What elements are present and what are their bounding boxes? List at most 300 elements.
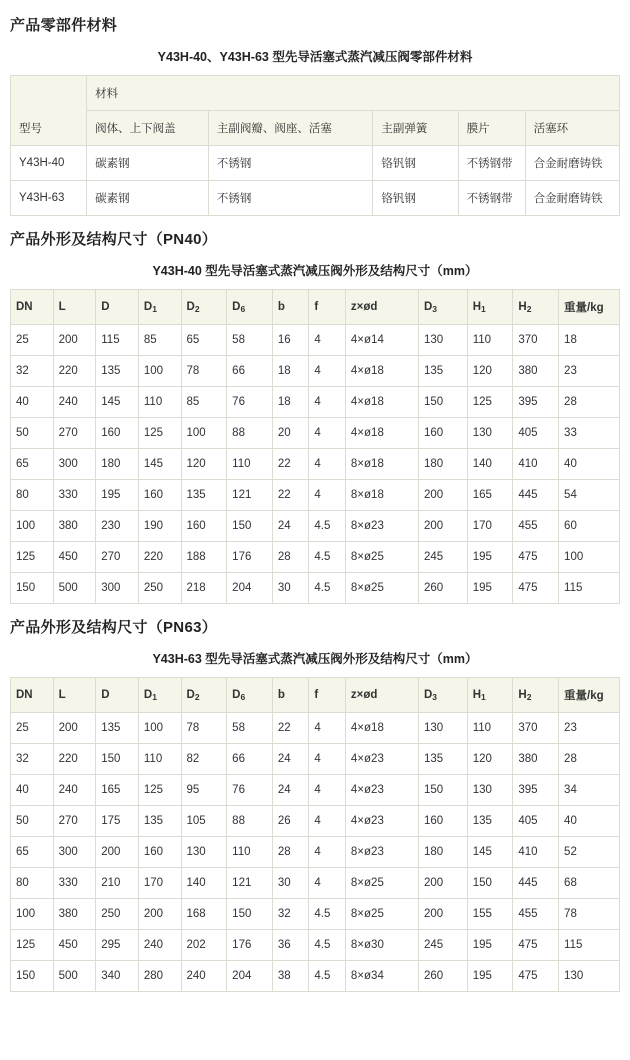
cell-h2: 475 — [513, 930, 559, 961]
cell-d2: 82 — [181, 744, 227, 775]
cell-dn: 32 — [11, 356, 54, 387]
cell-dn: 65 — [11, 837, 54, 868]
table-row — [11, 418, 620, 449]
cell-d2: 100 — [181, 418, 227, 449]
cell-f: 4 — [309, 356, 346, 387]
cell-l: 500 — [53, 961, 96, 992]
cell-dn: 100 — [11, 899, 54, 930]
cell-h2: 405 — [513, 806, 559, 837]
cell-d: 135 — [96, 713, 139, 744]
header-d: D — [96, 678, 139, 713]
cell-f: 4 — [309, 806, 346, 837]
table-row — [11, 511, 620, 542]
cell-d1: 190 — [138, 511, 181, 542]
cell-f: 4.5 — [309, 961, 346, 992]
cell-d1: 160 — [138, 480, 181, 511]
cell-d3: 180 — [418, 449, 467, 480]
cell-dn: 32 — [11, 744, 54, 775]
cell-h1: 140 — [467, 449, 513, 480]
cell-d1: 280 — [138, 961, 181, 992]
cell-d: 250 — [96, 899, 139, 930]
cell-material-3: 不锈钢带 — [458, 146, 525, 181]
cell-dn: 50 — [11, 806, 54, 837]
cell-d2: 160 — [181, 511, 227, 542]
cell-material-0: 碳素钢 — [87, 181, 209, 216]
header-l: L — [53, 678, 96, 713]
cell-d1: 200 — [138, 899, 181, 930]
cell-weight: 52 — [559, 837, 620, 868]
cell-b: 22 — [272, 480, 309, 511]
table-row — [11, 480, 620, 511]
cell-weight: 33 — [559, 418, 620, 449]
cell-f: 4 — [309, 868, 346, 899]
cell-d6: 204 — [227, 573, 273, 604]
cell-b: 28 — [272, 542, 309, 573]
cell-l: 270 — [53, 806, 96, 837]
cell-b: 30 — [272, 868, 309, 899]
cell-b: 24 — [272, 775, 309, 806]
table-header-row-sub — [11, 111, 620, 146]
cell-l: 220 — [53, 744, 96, 775]
cell-d3: 180 — [418, 837, 467, 868]
table-header-row — [11, 290, 620, 325]
cell-l: 330 — [53, 868, 96, 899]
cell-d2: 105 — [181, 806, 227, 837]
cell-d3: 245 — [418, 930, 467, 961]
header-dn: DN — [11, 678, 54, 713]
cell-b: 22 — [272, 713, 309, 744]
cell-f: 4.5 — [309, 930, 346, 961]
cell-d6: 121 — [227, 868, 273, 899]
cell-l: 500 — [53, 573, 96, 604]
header-f: f — [309, 290, 346, 325]
cell-f: 4 — [309, 387, 346, 418]
cell-l: 220 — [53, 356, 96, 387]
cell-material-3: 不锈钢带 — [458, 181, 525, 216]
cell-b: 18 — [272, 356, 309, 387]
table-row — [11, 573, 620, 604]
cell-d1: 125 — [138, 418, 181, 449]
cell-d6: 76 — [227, 775, 273, 806]
cell-l: 450 — [53, 930, 96, 961]
cell-d6: 76 — [227, 387, 273, 418]
cell-dn: 80 — [11, 480, 54, 511]
cell-h2: 445 — [513, 868, 559, 899]
cell-dn: 150 — [11, 961, 54, 992]
cell-b: 38 — [272, 961, 309, 992]
cell-h1: 120 — [467, 356, 513, 387]
header-d1: $D_1$ — [138, 290, 181, 325]
cell-weight: 115 — [559, 573, 620, 604]
cell-b: 36 — [272, 930, 309, 961]
cell-f: 4 — [309, 449, 346, 480]
header-zxd: z×ød — [345, 678, 418, 713]
cell-dn: 100 — [11, 511, 54, 542]
cell-d6: 58 — [227, 325, 273, 356]
cell-f: 4 — [309, 713, 346, 744]
header-sub-1: 主副阀瓣、阀座、活塞 — [208, 111, 372, 146]
header-h2: $H_2$ — [513, 678, 559, 713]
header-d6: $D_6$ — [227, 678, 273, 713]
cell-b: 22 — [272, 449, 309, 480]
cell-h1: 155 — [467, 899, 513, 930]
cell-b: 28 — [272, 837, 309, 868]
cell-weight: 28 — [559, 744, 620, 775]
cell-l: 450 — [53, 542, 96, 573]
table-row — [11, 930, 620, 961]
table-row — [11, 775, 620, 806]
cell-d1: 110 — [138, 744, 181, 775]
header-b: b — [272, 290, 309, 325]
cell-zxd: 8×ø25 — [345, 899, 418, 930]
cell-d3: 150 — [418, 775, 467, 806]
cell-zxd: 4×ø18 — [345, 713, 418, 744]
section-title-pn40: 产品外形及结构尺寸（PN40） — [10, 231, 218, 248]
cell-b: 16 — [272, 325, 309, 356]
dimensions-body-pn40 — [11, 325, 620, 604]
header-d2: $D_2$ — [181, 678, 227, 713]
cell-d2: 140 — [181, 868, 227, 899]
cell-d1: 220 — [138, 542, 181, 573]
cell-f: 4 — [309, 418, 346, 449]
cell-l: 380 — [53, 511, 96, 542]
header-h1: $H_1$ — [467, 290, 513, 325]
cell-d1: 160 — [138, 837, 181, 868]
section-title-pn63: 产品外形及结构尺寸（PN63） — [10, 619, 218, 636]
cell-d3: 135 — [418, 744, 467, 775]
cell-material-1: 不锈钢 — [208, 181, 372, 216]
cell-l: 240 — [53, 775, 96, 806]
cell-d3: 160 — [418, 806, 467, 837]
cell-h1: 110 — [467, 713, 513, 744]
cell-d6: 150 — [227, 899, 273, 930]
cell-weight: 28 — [559, 387, 620, 418]
cell-model: Y43H-63 — [11, 181, 87, 216]
cell-dn: 25 — [11, 713, 54, 744]
cell-d6: 88 — [227, 806, 273, 837]
cell-d2: 240 — [181, 961, 227, 992]
cell-dn: 50 — [11, 418, 54, 449]
cell-d6: 110 — [227, 449, 273, 480]
header-sub-3: 膜片 — [458, 111, 525, 146]
header-d1: $D_1$ — [138, 678, 181, 713]
cell-d: 175 — [96, 806, 139, 837]
cell-dn: 40 — [11, 387, 54, 418]
cell-d: 180 — [96, 449, 139, 480]
table-row — [11, 449, 620, 480]
table-row — [11, 868, 620, 899]
cell-weight: 130 — [559, 961, 620, 992]
dimensions-table-pn63 — [10, 677, 620, 992]
cell-h1: 150 — [467, 868, 513, 899]
cell-d3: 135 — [418, 356, 467, 387]
cell-d2: 78 — [181, 713, 227, 744]
header-b: b — [272, 678, 309, 713]
cell-d2: 120 — [181, 449, 227, 480]
cell-d6: 121 — [227, 480, 273, 511]
cell-material-4: 合金耐磨铸铁 — [525, 181, 619, 216]
cell-h2: 380 — [513, 744, 559, 775]
cell-h1: 135 — [467, 806, 513, 837]
cell-b: 24 — [272, 511, 309, 542]
cell-weight: 18 — [559, 325, 620, 356]
cell-d3: 260 — [418, 573, 467, 604]
cell-h1: 125 — [467, 387, 513, 418]
cell-d2: 85 — [181, 387, 227, 418]
cell-h2: 475 — [513, 961, 559, 992]
cell-zxd: 8×ø34 — [345, 961, 418, 992]
section-title-materials: 产品零部件材料 — [10, 17, 118, 34]
cell-f: 4 — [309, 837, 346, 868]
cell-d: 200 — [96, 837, 139, 868]
cell-d2: 188 — [181, 542, 227, 573]
cell-d: 160 — [96, 418, 139, 449]
cell-d: 300 — [96, 573, 139, 604]
cell-f: 4.5 — [309, 899, 346, 930]
cell-h2: 370 — [513, 713, 559, 744]
cell-d: 210 — [96, 868, 139, 899]
cell-zxd: 4×ø14 — [345, 325, 418, 356]
cell-material-2: 铬钒钢 — [373, 146, 458, 181]
table-caption-materials: Y43H-40、Y43H-63 型先导活塞式蒸汽减压阀零部件材料 — [157, 50, 473, 64]
cell-l: 270 — [53, 418, 96, 449]
cell-zxd: 8×ø30 — [345, 930, 418, 961]
cell-d1: 135 — [138, 806, 181, 837]
table-row — [11, 744, 620, 775]
cell-zxd: 4×ø23 — [345, 806, 418, 837]
cell-weight: 34 — [559, 775, 620, 806]
cell-f: 4 — [309, 480, 346, 511]
cell-h1: 195 — [467, 542, 513, 573]
dimensions-body-pn63 — [11, 713, 620, 992]
cell-h2: 475 — [513, 542, 559, 573]
cell-d: 165 — [96, 775, 139, 806]
cell-h1: 195 — [467, 961, 513, 992]
cell-weight: 23 — [559, 356, 620, 387]
cell-h2: 395 — [513, 775, 559, 806]
cell-weight: 23 — [559, 713, 620, 744]
header-model: 型号 — [11, 76, 87, 146]
table-row — [11, 837, 620, 868]
table-row — [11, 806, 620, 837]
cell-weight: 40 — [559, 449, 620, 480]
cell-weight: 100 — [559, 542, 620, 573]
cell-b: 20 — [272, 418, 309, 449]
cell-d3: 245 — [418, 542, 467, 573]
cell-d: 295 — [96, 930, 139, 961]
table-row — [11, 542, 620, 573]
cell-d1: 100 — [138, 356, 181, 387]
header-d3: $D_3$ — [418, 678, 467, 713]
cell-dn: 65 — [11, 449, 54, 480]
cell-d1: 125 — [138, 775, 181, 806]
table-row — [11, 325, 620, 356]
dimensions-table-pn40 — [10, 289, 620, 604]
cell-h2: 410 — [513, 449, 559, 480]
cell-h2: 405 — [513, 418, 559, 449]
cell-material-0: 碳素钢 — [87, 146, 209, 181]
header-sub-0: 阀体、上下阀盖 — [87, 111, 209, 146]
cell-h2: 395 — [513, 387, 559, 418]
cell-d6: 176 — [227, 930, 273, 961]
table-row — [11, 356, 620, 387]
cell-d3: 200 — [418, 899, 467, 930]
header-f: f — [309, 678, 346, 713]
cell-h2: 445 — [513, 480, 559, 511]
table-caption-pn40: Y43H-40 型先导活塞式蒸汽减压阀外形及结构尺寸（mm） — [152, 264, 478, 278]
cell-h1: 195 — [467, 930, 513, 961]
cell-d1: 240 — [138, 930, 181, 961]
cell-b: 18 — [272, 387, 309, 418]
cell-d3: 160 — [418, 418, 467, 449]
header-weight: 重量/kg — [559, 678, 620, 713]
cell-dn: 125 — [11, 542, 54, 573]
cell-zxd: 8×ø25 — [345, 542, 418, 573]
header-d3: $D_3$ — [418, 290, 467, 325]
cell-weight: 78 — [559, 899, 620, 930]
cell-h2: 370 — [513, 325, 559, 356]
cell-zxd: 8×ø25 — [345, 868, 418, 899]
cell-d3: 150 — [418, 387, 467, 418]
cell-d: 270 — [96, 542, 139, 573]
cell-weight: 60 — [559, 511, 620, 542]
cell-l: 200 — [53, 325, 96, 356]
cell-l: 300 — [53, 837, 96, 868]
cell-zxd: 8×ø23 — [345, 837, 418, 868]
header-sub-4: 活塞环 — [525, 111, 619, 146]
cell-l: 300 — [53, 449, 96, 480]
cell-zxd: 4×ø18 — [345, 387, 418, 418]
cell-d6: 66 — [227, 744, 273, 775]
cell-d: 135 — [96, 356, 139, 387]
cell-h2: 455 — [513, 511, 559, 542]
table-header-row-group — [11, 76, 620, 111]
cell-zxd: 4×ø18 — [345, 418, 418, 449]
cell-f: 4.5 — [309, 511, 346, 542]
cell-h2: 475 — [513, 573, 559, 604]
table-row — [11, 899, 620, 930]
cell-d6: 58 — [227, 713, 273, 744]
cell-weight: 40 — [559, 806, 620, 837]
cell-d2: 65 — [181, 325, 227, 356]
cell-d6: 88 — [227, 418, 273, 449]
cell-zxd: 4×ø23 — [345, 744, 418, 775]
cell-dn: 150 — [11, 573, 54, 604]
cell-material-1: 不锈钢 — [208, 146, 372, 181]
cell-d: 145 — [96, 387, 139, 418]
table-header-row — [11, 678, 620, 713]
cell-d6: 204 — [227, 961, 273, 992]
header-d2: $D_2$ — [181, 290, 227, 325]
cell-material-4: 合金耐磨铸铁 — [525, 146, 619, 181]
cell-dn: 125 — [11, 930, 54, 961]
cell-d: 150 — [96, 744, 139, 775]
cell-f: 4 — [309, 744, 346, 775]
header-d: D — [96, 290, 139, 325]
cell-d1: 100 — [138, 713, 181, 744]
cell-d1: 170 — [138, 868, 181, 899]
header-dn: DN — [11, 290, 54, 325]
cell-l: 240 — [53, 387, 96, 418]
cell-h2: 380 — [513, 356, 559, 387]
cell-d3: 200 — [418, 480, 467, 511]
cell-d: 115 — [96, 325, 139, 356]
header-l: L — [53, 290, 96, 325]
cell-material-2: 铬钒钢 — [373, 181, 458, 216]
cell-d: 340 — [96, 961, 139, 992]
cell-h1: 120 — [467, 744, 513, 775]
header-d6: $D_6$ — [227, 290, 273, 325]
cell-h1: 195 — [467, 573, 513, 604]
cell-zxd: 8×ø18 — [345, 449, 418, 480]
table-row — [11, 961, 620, 992]
cell-d6: 150 — [227, 511, 273, 542]
cell-zxd: 4×ø18 — [345, 356, 418, 387]
cell-f: 4 — [309, 325, 346, 356]
cell-d3: 130 — [418, 713, 467, 744]
cell-l: 200 — [53, 713, 96, 744]
table-row — [11, 387, 620, 418]
table-row — [11, 713, 620, 744]
cell-d3: 200 — [418, 868, 467, 899]
cell-h1: 110 — [467, 325, 513, 356]
cell-weight: 115 — [559, 930, 620, 961]
cell-d2: 168 — [181, 899, 227, 930]
cell-h1: 130 — [467, 418, 513, 449]
cell-d: 230 — [96, 511, 139, 542]
cell-d2: 135 — [181, 480, 227, 511]
header-zxd: z×ød — [345, 290, 418, 325]
cell-h2: 455 — [513, 899, 559, 930]
cell-h2: 410 — [513, 837, 559, 868]
cell-l: 380 — [53, 899, 96, 930]
cell-f: 4 — [309, 775, 346, 806]
cell-weight: 68 — [559, 868, 620, 899]
cell-h1: 165 — [467, 480, 513, 511]
cell-b: 30 — [272, 573, 309, 604]
cell-l: 330 — [53, 480, 96, 511]
cell-b: 32 — [272, 899, 309, 930]
cell-dn: 80 — [11, 868, 54, 899]
cell-b: 24 — [272, 744, 309, 775]
cell-d: 195 — [96, 480, 139, 511]
cell-d2: 95 — [181, 775, 227, 806]
cell-h1: 130 — [467, 775, 513, 806]
cell-d3: 130 — [418, 325, 467, 356]
cell-f: 4.5 — [309, 573, 346, 604]
cell-f: 4.5 — [309, 542, 346, 573]
cell-zxd: 4×ø23 — [345, 775, 418, 806]
cell-zxd: 8×ø23 — [345, 511, 418, 542]
table-row — [11, 146, 620, 181]
cell-model: Y43H-40 — [11, 146, 87, 181]
cell-d1: 85 — [138, 325, 181, 356]
cell-d3: 260 — [418, 961, 467, 992]
cell-d1: 250 — [138, 573, 181, 604]
cell-zxd: 8×ø25 — [345, 573, 418, 604]
table-row — [11, 181, 620, 216]
header-sub-2: 主副弹簧 — [373, 111, 458, 146]
cell-d1: 110 — [138, 387, 181, 418]
materials-table — [10, 75, 620, 216]
cell-b: 26 — [272, 806, 309, 837]
cell-d2: 78 — [181, 356, 227, 387]
cell-d6: 176 — [227, 542, 273, 573]
cell-d1: 145 — [138, 449, 181, 480]
cell-d3: 200 — [418, 511, 467, 542]
header-h1: $H_1$ — [467, 678, 513, 713]
spacer — [10, 216, 620, 222]
